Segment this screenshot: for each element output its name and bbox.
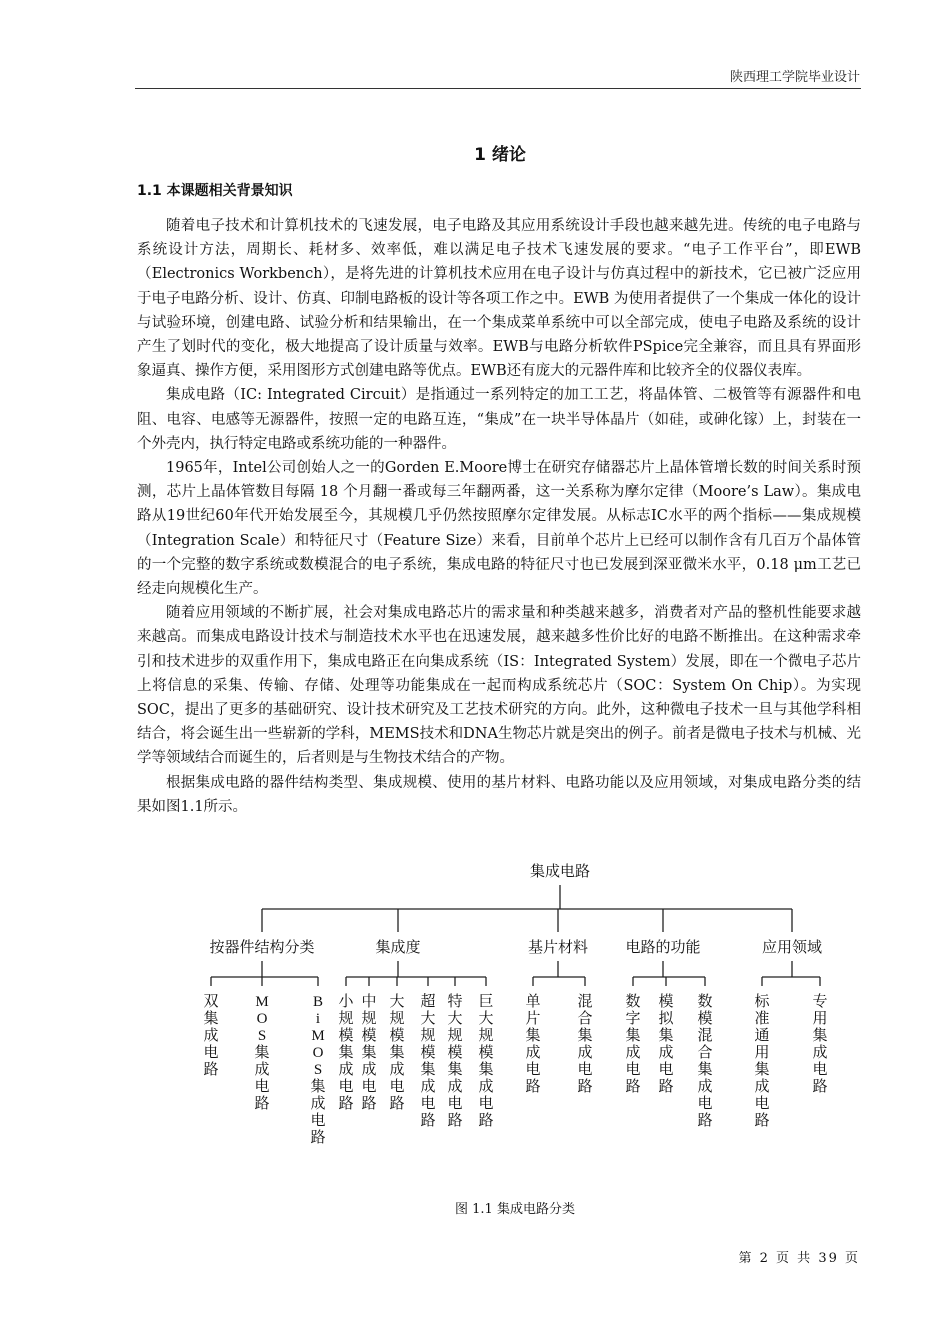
- header-divider: [135, 88, 861, 89]
- leaf-label: B i M O S 集成电路: [310, 994, 326, 1146]
- leaf-label: 单片集成电路: [525, 994, 541, 1095]
- leaf-label: 标准通用集成电路: [754, 994, 770, 1129]
- paragraph-soc: 随着应用领域的不断扩展，社会对集成电路芯片的需求量和种类越来越多，消费者对产品的整机性能要求越来越高。而集成电路设计技术与制造技术水平也在迅速发展，越来越多性价比好的电路不断推出。在这种需求牵引和技术进步的双重作用下，集成电路正在向集成系统（IS：Integrated System）发展，即在一个微电子芯片上将信息的采集、传输、存储、处理等功能集成在一起而构成系统芯片（SOC：System On Chip）。为实现SOC，提出了更多的基础研究、设计技术研究及工艺技术研究的方向。此外，这种微电子技术一旦与其他学科相结合，将会诞生出一些崭新的学科，MEMS技术和DNA生物芯片就是突出的例子。前者是微电子技术与机械、光学等领域结合而诞生的，后者则是与生物技术结合的产物。: [137, 605, 861, 767]
- page-header-institution: 陕西理工学院毕业设计: [729, 70, 860, 85]
- diagram-root-label: 集成电路: [529, 864, 591, 880]
- leaf-label: 模拟集成电路: [658, 994, 674, 1095]
- body-text: [137, 214, 861, 819]
- section-title: 1.1 本课题相关背景知识: [137, 183, 293, 199]
- leaf-label: 双集成电路: [203, 994, 219, 1078]
- leaf-label: 巨大规模集成电路: [478, 994, 494, 1129]
- category-label: 应用领域: [761, 940, 823, 956]
- category-label: 电路的功能: [625, 940, 701, 956]
- leaf-label: 数字集成电路: [625, 994, 641, 1095]
- category-label: 基片材料: [527, 940, 589, 956]
- page-footer-number: 第 2 页 共 39 页: [738, 1251, 860, 1266]
- leaf-label: 特大规模集成电路: [447, 994, 463, 1129]
- chapter-title: 1 绪论: [474, 145, 526, 165]
- paragraph-ewb: 随着电子技术和计算机技术的飞速发展，电子电路及其应用系统设计手段也越来越先进。传统的电子电路与系统设计方法，周期长、耗材多、效率低，难以满足电子技术飞速发展的要求。“电子工作平台”，即EWB（Electronics Workbench），是将先进的计算机技术应用在电子设计与仿真过程中的新技术，它已被广泛应用于电子电路分析、设计、仿真、印制电路板的设计等各项工作之中。EWB 为使用者提供了一个集成一体化的设计与试验环境，创建电路、试验分析和结果输出，在一个集成菜单系统中可以全部完成，使电子电路及系统的设计产生了划时代的变化，极大地提高了设计质量与效率。EWB与电路分析软件PSpice完全兼容，而且具有界面形象逼真、操作方便，采用图形方式创建电路等优点。EWB还有庞大的元器件库和比较齐全的仪器仪表库。: [137, 218, 861, 380]
- leaf-label: 数模混合集成电路: [697, 994, 713, 1129]
- leaf-label: 混合集成电路: [577, 994, 593, 1095]
- figure-caption: 图 1.1 集成电路分类: [455, 1202, 575, 1217]
- paragraph-moore-law: 1965年，Intel公司创始人之一的Gorden E.Moore博士在研究存储器芯片上晶体管增长数的时间关系时预测，芯片上晶体管数目每隔 18 个月翻一番或每三年翻两番，这一关系称为摩尔定律（Moore’s Law）。集成电路从19世纪60年代开始发展至今，其规模几乎仍然按照摩尔定律发展。从标志IC水平的两个指标——集成规模（Integration Scale）和特征尺寸（Feature Size）来看，目前单个芯片上已经可以制作含有几百万个晶体管的一个完整的数字系统或数模混合的电子系统，集成电路的特征尺寸也已发展到深亚微米水平，0.18 μm工艺已经走向规模化生产。: [137, 460, 861, 598]
- leaf-label: 中规模集成电路: [361, 994, 377, 1112]
- leaf-label: 小规模集成电路: [338, 994, 354, 1112]
- ic-classification-diagram: [135, 855, 835, 1155]
- leaf-label: 超大规模集成电路: [420, 994, 436, 1129]
- paragraph-classification-intro: 根据集成电路的器件结构类型、集成规模、使用的基片材料、电路功能以及应用领域，对集成电路分类的结果如图1.1所示。: [137, 774, 861, 815]
- category-label: 按器件结构分类: [209, 940, 315, 956]
- leaf-label: M O S 集成电路: [254, 994, 270, 1112]
- category-label: 集成度: [375, 940, 421, 956]
- leaf-label: 专用集成电路: [812, 994, 828, 1095]
- leaf-label: 大规模集成电路: [389, 994, 405, 1112]
- paragraph-ic-definition: 集成电路（IC: Integrated Circuit）是指通过一系列特定的加工工艺，将晶体管、二极管等有源器件和电阻、电容、电感等无源器件，按照一定的电路互连，“集成”在一块半导体晶片（如硅，或砷化镓）上，封装在一个外壳内，执行特定电路或系统功能的一种器件。: [137, 387, 861, 452]
